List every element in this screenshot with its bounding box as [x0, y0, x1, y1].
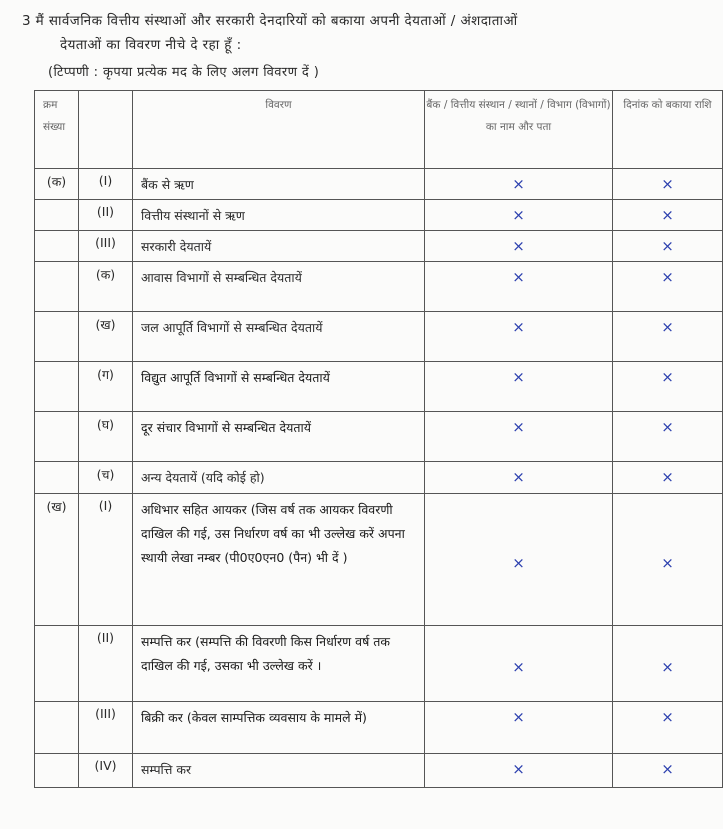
cross-mark: ×: [661, 175, 674, 193]
row-sub: (I): [79, 169, 133, 200]
row-sub: (II): [79, 200, 133, 231]
table-row: [35, 231, 723, 262]
row-serial: [35, 231, 79, 262]
cross-mark: ×: [512, 268, 525, 286]
row-desc: बैंक से ऋण: [133, 169, 425, 200]
table-row: [35, 362, 723, 412]
cross-mark: ×: [661, 657, 674, 676]
header-row: [35, 91, 723, 169]
row-date: [613, 169, 723, 200]
cross-mark: ×: [661, 368, 674, 386]
cross-mark: ×: [512, 368, 525, 386]
row-serial: [35, 754, 79, 788]
row-serial: (क): [35, 169, 79, 200]
cross-mark: ×: [661, 418, 674, 436]
cross-mark: ×: [661, 268, 674, 286]
row-date: [613, 312, 723, 362]
header-desc: विवरण: [133, 91, 425, 169]
row-desc: आवास विभागों से सम्बन्धित देयतायें: [133, 262, 425, 312]
row-bank: [425, 312, 613, 362]
header-sub: [79, 91, 133, 169]
header-date: दिनांक को बकाया राशि: [613, 91, 723, 169]
table-row: [35, 494, 723, 626]
cross-mark: ×: [512, 318, 525, 336]
cross-mark: ×: [512, 553, 525, 572]
row-bank: [425, 494, 613, 626]
row-desc: अन्य देयतायें (यदि कोई हो): [133, 462, 425, 494]
row-desc: दूर संचार विभागों से सम्बन्धित देयतायें: [133, 412, 425, 462]
header-bank: बैंक / वित्तीय संस्थान / स्थानों / विभाग (विभागों) का नाम और पता: [425, 91, 613, 169]
cross-mark: ×: [661, 318, 674, 336]
table-row: [35, 312, 723, 362]
cross-mark: ×: [661, 760, 674, 778]
cross-mark: ×: [661, 553, 674, 572]
row-desc: बिक्री कर (केवल साम्पत्तिक व्यवसाय के मामले में): [133, 702, 425, 754]
row-sub: (क): [79, 262, 133, 312]
row-date: [613, 262, 723, 312]
row-bank: [425, 169, 613, 200]
intro-note: (टिप्पणी : कृपया प्रत्येक मद के लिए अलग विवरण दें ): [48, 65, 320, 80]
row-date: [613, 231, 723, 262]
row-date: [613, 626, 723, 702]
row-sub: (ख): [79, 312, 133, 362]
row-date: [613, 200, 723, 231]
row-sub: (ग): [79, 362, 133, 412]
cross-mark: ×: [512, 657, 525, 676]
row-serial: [35, 702, 79, 754]
row-bank: [425, 200, 613, 231]
row-bank: [425, 754, 613, 788]
row-sub: (घ): [79, 412, 133, 462]
cross-mark: ×: [661, 237, 674, 255]
table-row: [35, 702, 723, 754]
row-serial: [35, 312, 79, 362]
row-bank: [425, 626, 613, 702]
cross-mark: ×: [512, 237, 525, 255]
row-bank: [425, 462, 613, 494]
table-row: [35, 754, 723, 788]
row-desc: सरकारी देयतायें: [133, 231, 425, 262]
row-bank: [425, 412, 613, 462]
row-sub: (IV): [79, 754, 133, 788]
row-bank: [425, 702, 613, 754]
row-bank: [425, 231, 613, 262]
table-row: [35, 169, 723, 200]
cross-mark: ×: [512, 708, 525, 726]
row-sub: (III): [79, 702, 133, 754]
row-serial: [35, 200, 79, 231]
row-date: [613, 412, 723, 462]
row-serial: (ख): [35, 494, 79, 626]
row-bank: [425, 362, 613, 412]
row-desc: सम्पत्ति कर (सम्पत्ति की विवरणी किस निर्धारण वर्ष तक दाखिल की गई, उसका भी उल्लेख करें ।: [133, 626, 425, 702]
row-sub: (च): [79, 462, 133, 494]
cross-mark: ×: [512, 468, 525, 486]
row-date: [613, 702, 723, 754]
row-desc: विद्युत आपूर्ति विभागों से सम्बन्धित देयतायें: [133, 362, 425, 412]
row-date: [613, 362, 723, 412]
row-serial: [35, 462, 79, 494]
cross-mark: ×: [661, 468, 674, 486]
cross-mark: ×: [661, 708, 674, 726]
row-sub: (I): [79, 494, 133, 626]
row-date: [613, 494, 723, 626]
row-desc: जल आपूर्ति विभागों से सम्बन्धित देयतायें: [133, 312, 425, 362]
cross-mark: ×: [512, 206, 525, 224]
table-row: [35, 262, 723, 312]
row-sub: (III): [79, 231, 133, 262]
row-date: [613, 462, 723, 494]
header-serial: क्रम संख्या: [35, 91, 79, 169]
row-desc: अधिभार सहित आयकर (जिस वर्ष तक आयकर विवरणी दाखिल की गई, उस निर्धारण वर्ष का भी उल्लेख करें अपना स्थायी लेखा नम्बर (पी0ए0एन0 (पैन) भी दें ): [133, 494, 425, 626]
cross-mark: ×: [512, 760, 525, 778]
table-row: [35, 412, 723, 462]
table-row: [35, 200, 723, 231]
row-serial: [35, 626, 79, 702]
row-sub: (II): [79, 626, 133, 702]
intro-line-1: 3 मैं सार्वजनिक वित्तीय संस्थाओं और सरकारी देनदारियों को बकाया अपनी देयताओं / अंशदाताओं: [22, 13, 518, 29]
liabilities-table: [34, 90, 723, 788]
table-row: [35, 462, 723, 494]
cross-mark: ×: [512, 175, 525, 193]
row-desc: वित्तीय संस्थानों से ऋण: [133, 200, 425, 231]
row-bank: [425, 262, 613, 312]
table-row: [35, 626, 723, 702]
row-date: [613, 754, 723, 788]
row-serial: [35, 412, 79, 462]
row-desc: सम्पत्ति कर: [133, 754, 425, 788]
intro-line-2: देयताओं का विवरण नीचे दे रहा हूँ :: [60, 37, 242, 53]
row-serial: [35, 262, 79, 312]
row-serial: [35, 362, 79, 412]
cross-mark: ×: [512, 418, 525, 436]
cross-mark: ×: [661, 206, 674, 224]
